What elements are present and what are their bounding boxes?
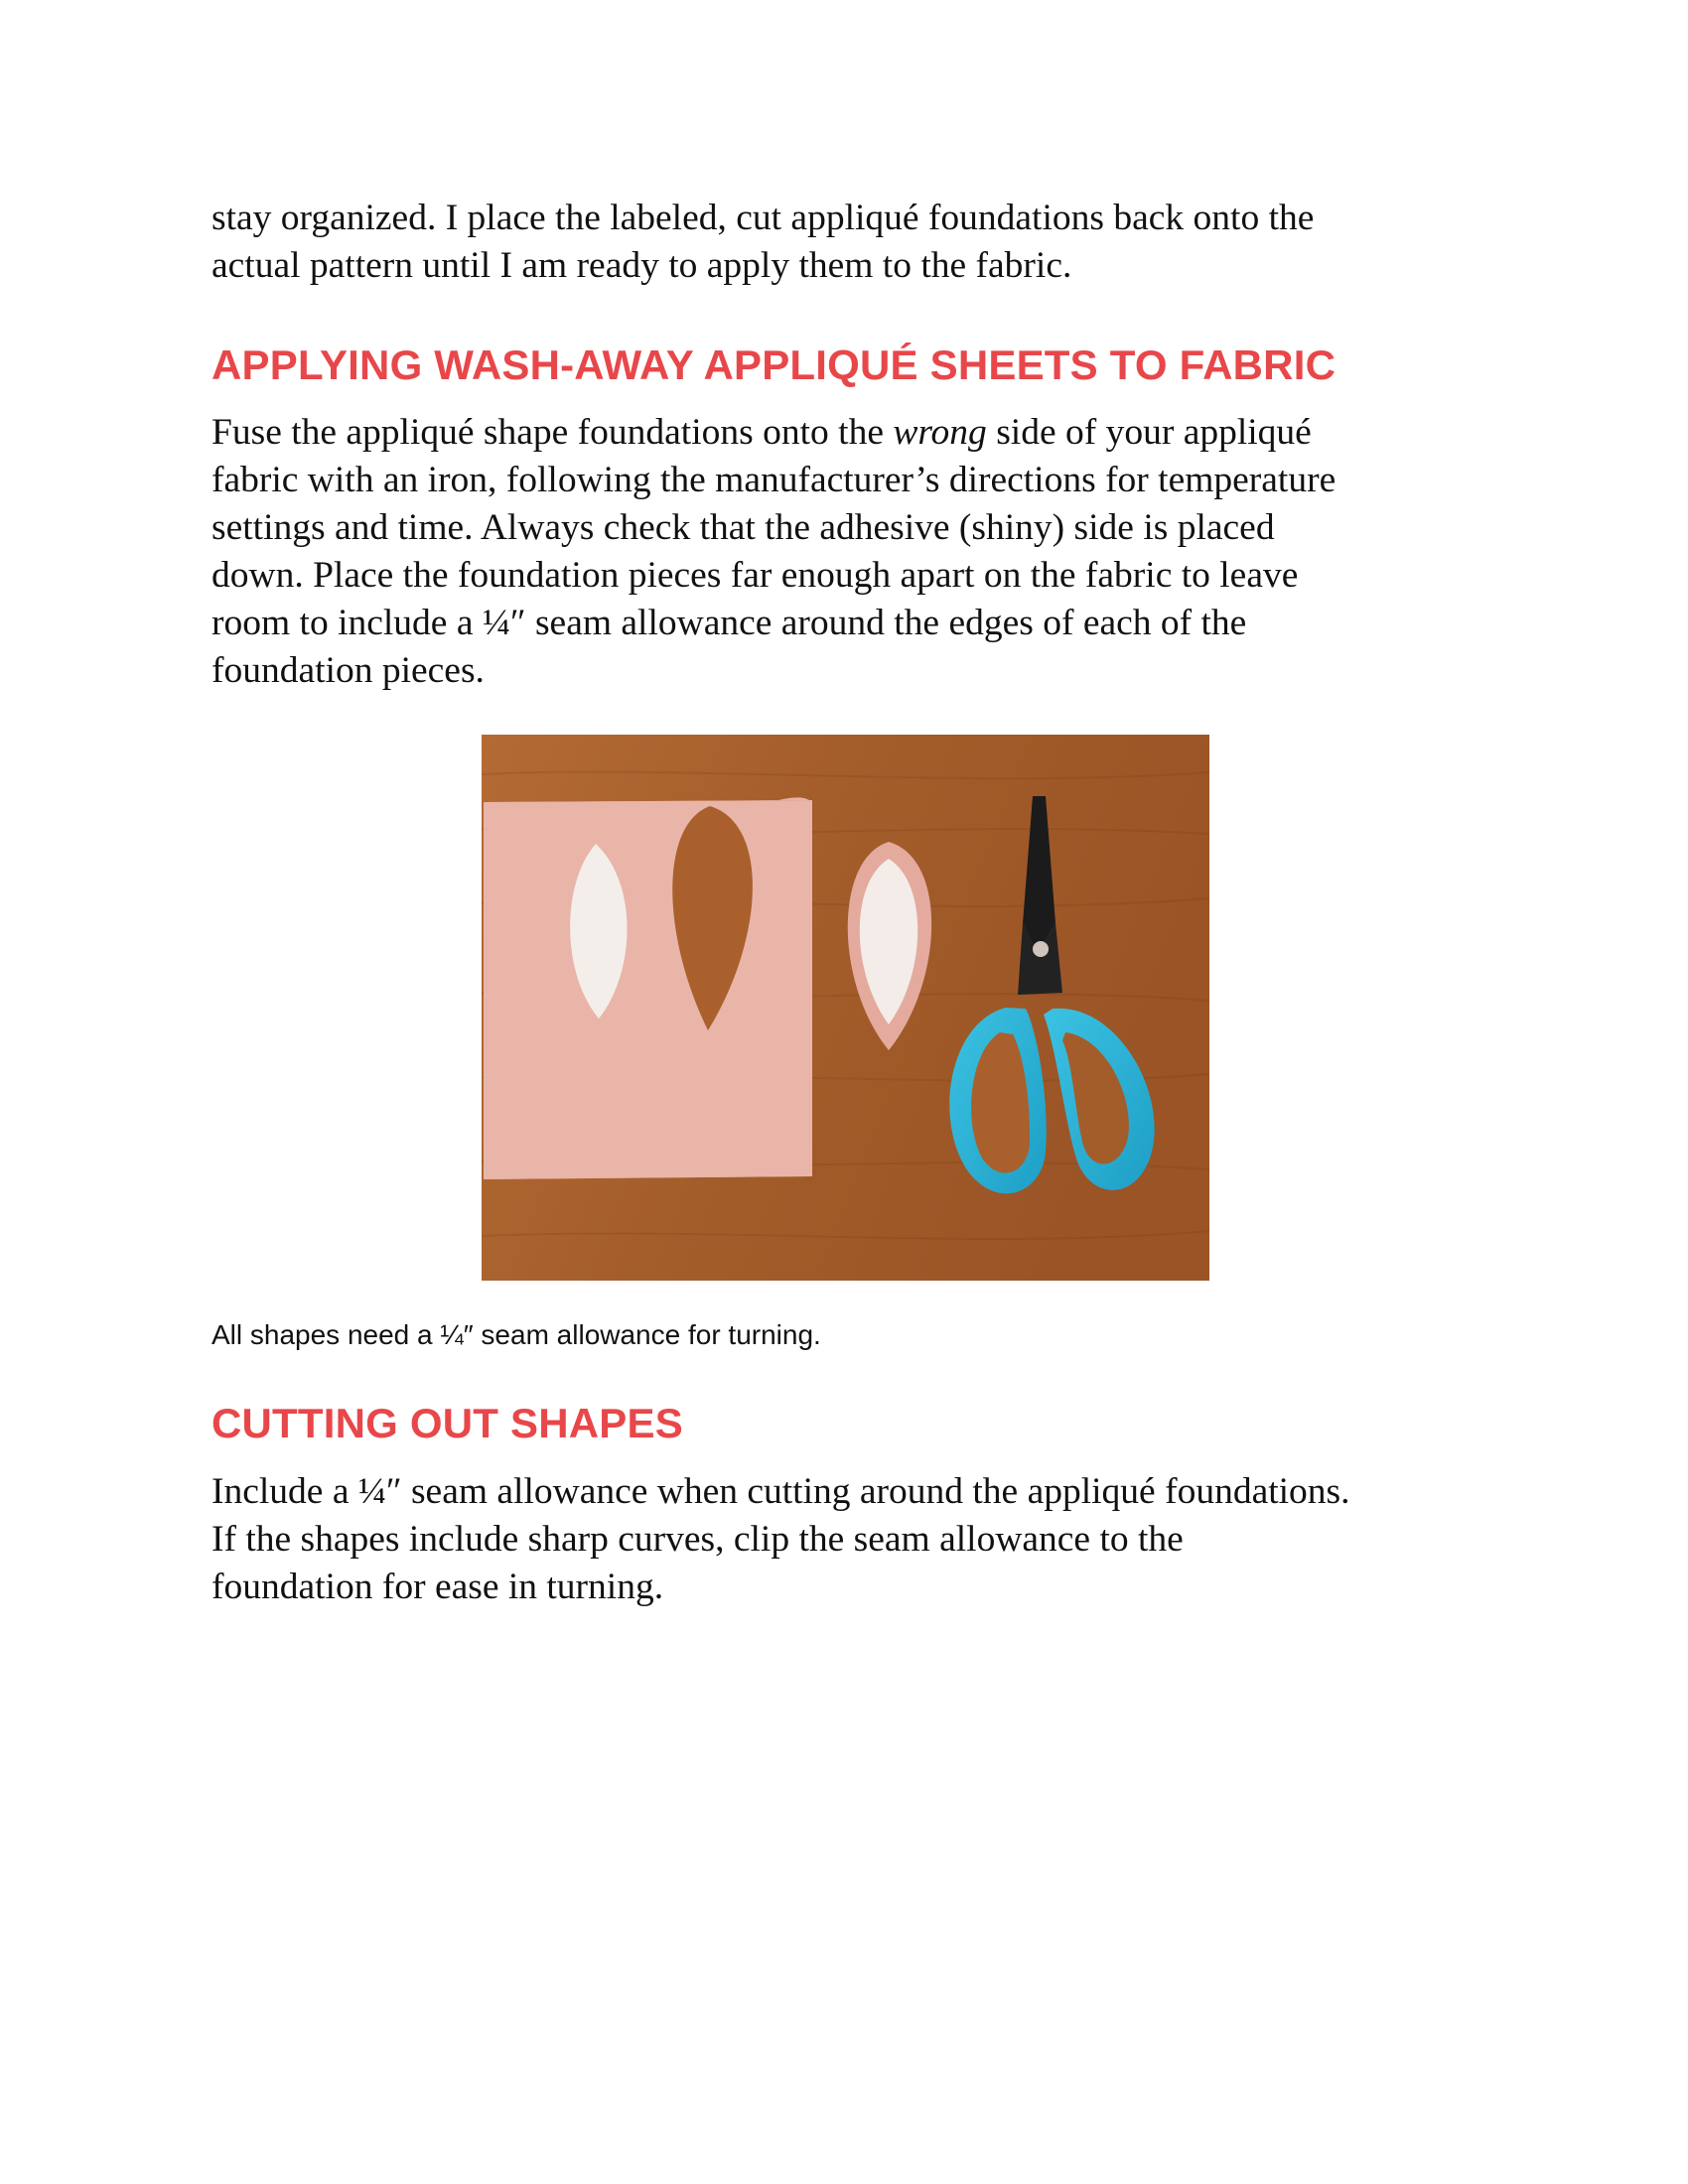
- applying-line-1: Fuse the appliqué shape foundations onto the wrong side of your appliqué: [211, 412, 1312, 453]
- applying-line-5: room to include a ¼″ seam allowance around the edges of each of the: [211, 603, 1247, 643]
- cutting-paragraph: [211, 1468, 1502, 1611]
- applying-line-6: foundation pieces.: [211, 650, 485, 691]
- applying-line-4: down. Place the foundation pieces far enough apart on the fabric to leave: [211, 555, 1299, 596]
- emphasis-wrong: wrong: [893, 412, 987, 453]
- applying-paragraph: [211, 409, 1502, 695]
- cutting-line-1: Include a ¼″ seam allowance when cutting around the appliqué foundations.: [211, 1471, 1350, 1512]
- intro-line-1: stay organized. I place the labeled, cut appliqué foundations back onto the: [211, 198, 1315, 238]
- section-heading-applying: APPLYING WASH-AWAY APPLIQUÉ SHEETS TO FABRIC: [211, 341, 1336, 388]
- figure-caption: All shapes need a ¼″ seam allowance for turning.: [211, 1319, 821, 1350]
- applique-photo: [482, 735, 1209, 1281]
- intro-paragraph: [211, 195, 1502, 290]
- applying-line-3: settings and time. Always check that the adhesive (shiny) side is placed: [211, 507, 1275, 548]
- cutting-line-2: If the shapes include sharp curves, clip the seam allowance to the: [211, 1519, 1184, 1560]
- intro-line-2: actual pattern until I am ready to apply them to the fabric.: [211, 245, 1072, 286]
- section-heading-cutting: CUTTING OUT SHAPES: [211, 1400, 683, 1446]
- scissor-pivot: [1033, 941, 1049, 957]
- cutting-line-3: foundation for ease in turning.: [211, 1567, 664, 1607]
- applying-line-2: fabric with an iron, following the manufacturer’s directions for temperature: [211, 460, 1336, 500]
